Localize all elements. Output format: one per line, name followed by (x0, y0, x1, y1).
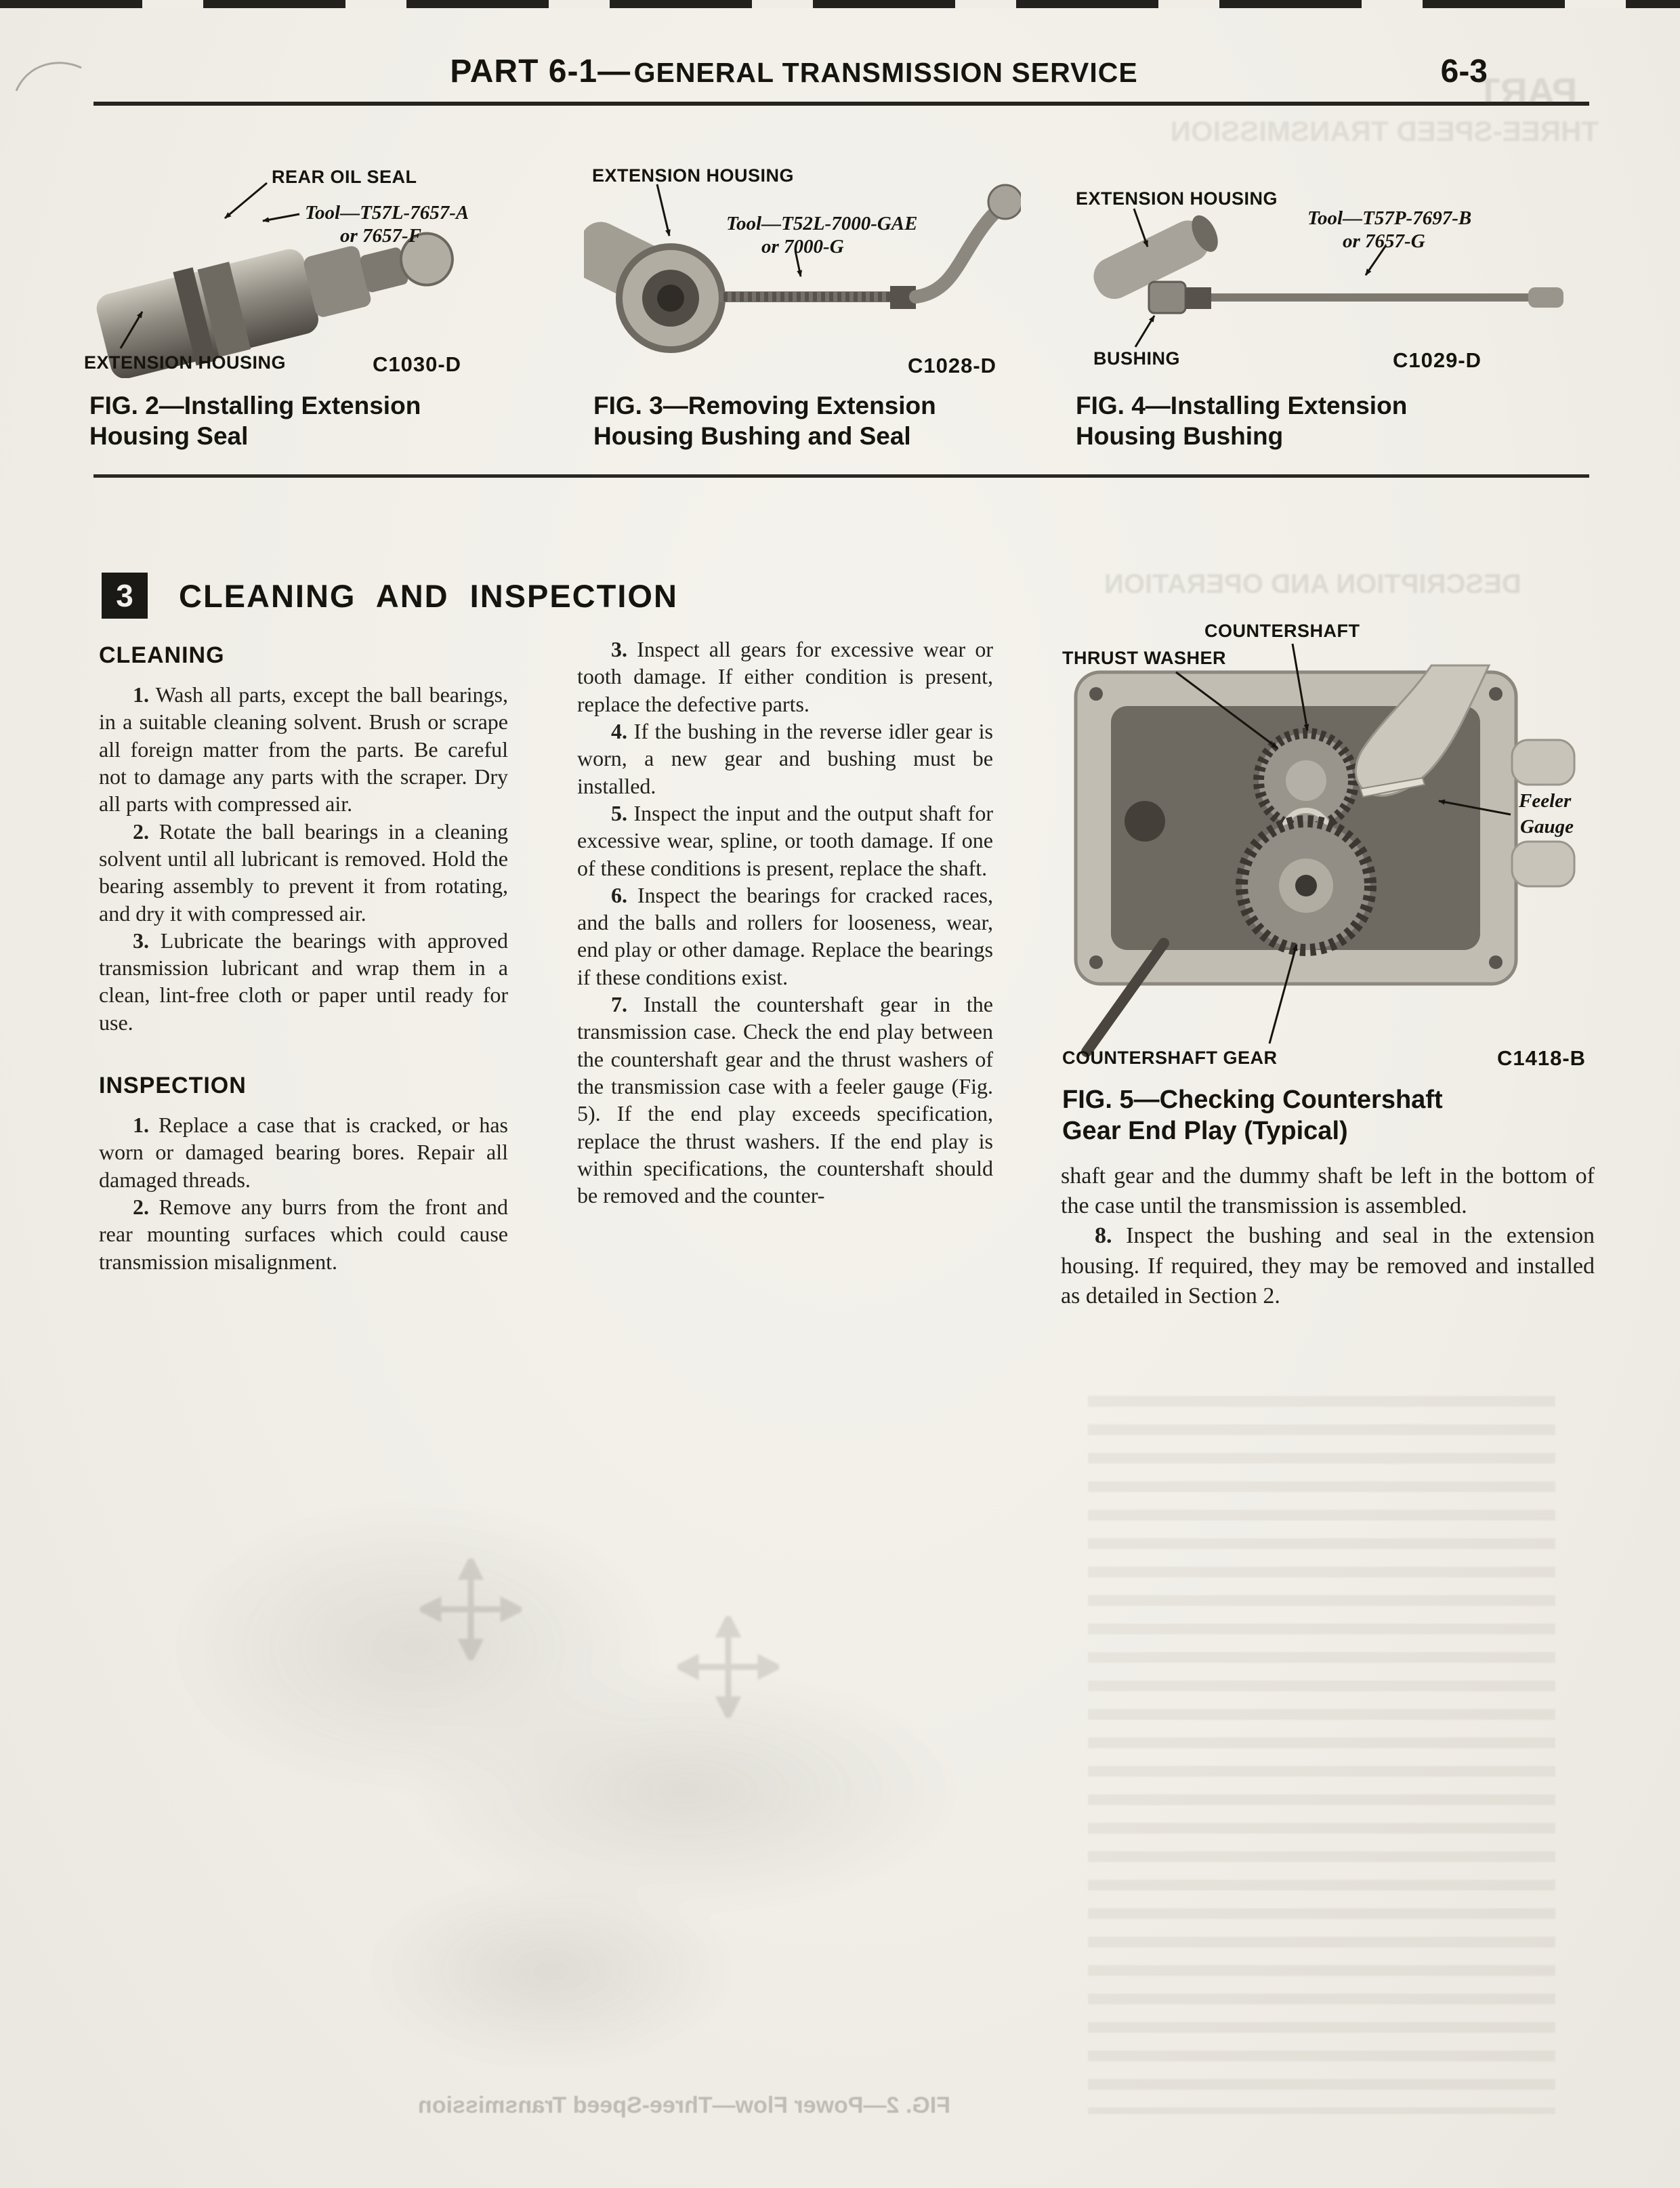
inspection-heading: INSPECTION (99, 1073, 247, 1099)
step-number: 8. (1095, 1223, 1112, 1249)
paragraph (577, 800, 993, 882)
fig4-tool-label-line1: Tool—T57P-7697-B (1307, 207, 1472, 229)
fig5-label-gauge: Gauge (1520, 816, 1574, 838)
fig2-label-rear-oil-seal: REAR OIL SEAL (272, 167, 417, 187)
fig2-photo (80, 154, 524, 378)
fig5-label-thrust-washer: THRUST WASHER (1062, 648, 1226, 668)
fig3-caption-line1: FIG. 3—Removing Extension (593, 392, 936, 419)
fig5-label-countershaft-gear: COUNTERSHAFT GEAR (1062, 1048, 1278, 1068)
fig4-label-bushing: BUSHING (1093, 348, 1181, 369)
fig3-tool-label-line1: Tool—T52L-7000-GAE (726, 213, 918, 234)
fig5-photo (1062, 618, 1590, 1069)
step-text: Inspect the bushing and seal in the extension housing. If required, they may be removed and installed as detailed in Section 2. (1061, 1223, 1595, 1308)
page-number: 6-3 (1440, 54, 1488, 89)
step-text: Remove any burrs from the front and rear mounting surfaces which could cause transmission misalignment. (99, 1195, 509, 1274)
fig4-caption-line2: Housing Bushing (1076, 422, 1284, 451)
bleedthrough-text-lines (1088, 1396, 1555, 2114)
step-text: Inspect all gears for excessive wear or tooth damage. If either condition is present, replace the defective parts. (577, 637, 994, 716)
bleedthrough-cross-arrows (420, 1559, 522, 1660)
fig3-code: C1028-D (908, 354, 997, 377)
fig5-label-countershaft: COUNTERSHAFT (1204, 621, 1360, 641)
fig5-code: C1418-B (1497, 1046, 1587, 1070)
fig2-tool-label-line1: Tool—T57L-7657-A (305, 202, 469, 224)
page-title (46, 53, 1542, 90)
step-text: Wash all parts, except the ball bearings, in a suitable cleaning solvent. Brush or scrape all foreign matter from the parts. Be careful not to damage any parts with the scraper. Dry all parts with compressed air. (99, 682, 509, 817)
step-number: 5. (611, 800, 627, 825)
paragraph (577, 718, 993, 800)
paragraph (99, 927, 508, 1036)
step-number: 4. (611, 718, 627, 743)
fig5-label-feeler: Feeler (1519, 790, 1572, 812)
step-number: 2. (133, 1195, 149, 1219)
fig5-caption (1062, 1084, 1584, 1147)
figure-3 (584, 154, 1021, 453)
fig3-label-extension-housing: EXTENSION HOUSING (592, 165, 795, 186)
paragraph (577, 882, 993, 991)
step-number: 1. (133, 682, 149, 707)
paragraph (577, 636, 993, 718)
figure-2 (80, 154, 524, 453)
section-number-box: 3 (102, 573, 148, 619)
fig5-caption-line2: Gear End Play (Typical) (1062, 1117, 1348, 1146)
text-column-1 (99, 642, 508, 1275)
fig3-tool-label-line2: or 7000-G (761, 236, 844, 257)
part-number-text: PART 6-1— (450, 54, 631, 89)
step-text: Lubricate the bearings with approved transmission lubricant and wrap them in a clean, lint-free cloth or paper until ready for use. (99, 928, 509, 1035)
fig5-caption-line1: FIG. 5—Checking Countershaft (1062, 1086, 1443, 1114)
spacer (99, 1036, 508, 1073)
bleedthrough-text: THREE-SPEED TRANSMISSION (1170, 115, 1599, 147)
fig2-tool-label-line2: or 7657-F (340, 225, 422, 247)
step-text: Install the countershaft gear in the transmission case. Check the end play between the countershaft gear and the thrust washers of the transmission case with a feeler gauge (Fig. 5). If the end play exceeds specification, replace the thrust washers. If the end play is within specifications, the countershaft should be removed and the counter- (577, 992, 993, 1208)
fig3-photo (584, 154, 1021, 378)
fig2-caption-line2: Housing Seal (89, 422, 249, 451)
bleedthrough-cross-arrows (677, 1616, 779, 1718)
step-text: Inspect the input and the output shaft for excessive wear, spline, or tooth damage. If one of these conditions is present, replace the shaft. (577, 800, 993, 880)
step-number: 7. (611, 992, 627, 1017)
paragraph (1061, 1221, 1595, 1311)
header-rule (93, 102, 1589, 106)
bleedthrough-text: DESCRIPTION AND OPERATION (1104, 569, 1521, 599)
fig3-caption (593, 390, 936, 451)
step-number: 1. (133, 1113, 149, 1138)
fig4-code: C1029-D (1393, 348, 1482, 372)
paragraph (99, 1193, 508, 1275)
text-column-3 (1061, 1161, 1595, 1311)
step-text: Inspect the bearings for cracked races, and the balls and rollers for looseness, wear, end play or other damage. Replace the bearings if these conditions exist. (577, 882, 994, 989)
step-text: If the bushing in the reverse idler gear is worn, a new gear and bushing must be installed. (577, 718, 994, 798)
fig4-tool-label-line2: or 7657-G (1343, 230, 1425, 252)
bleedthrough-text: PART (1477, 70, 1578, 112)
section-heading (102, 573, 678, 619)
bleedthrough-diagram (149, 1396, 1043, 2114)
part-title-text: GENERAL TRANSMISSION SERVICE (633, 57, 1138, 88)
paragraph (99, 681, 508, 818)
paragraph (99, 818, 508, 927)
text-column-2 (577, 636, 993, 1210)
step-number: 2. (133, 819, 149, 844)
fig3-caption-line2: Housing Bushing and Seal (593, 422, 911, 451)
paragraph (99, 1111, 508, 1193)
fig2-code: C1030-D (373, 352, 462, 376)
paragraph (577, 991, 993, 1210)
fig2-caption-line1: FIG. 2—Installing Extension (89, 392, 421, 419)
section-title: CLEANING AND INSPECTION (179, 577, 678, 614)
bleedthrough-text: FIG. 2—Power Flow—Three-Speed Transmission (418, 2092, 950, 2118)
fig4-caption-line1: FIG. 4—Installing Extension (1076, 392, 1408, 419)
step-text: Replace a case that is cracked, or has worn or damaged bearing bores. Repair all damaged threads. (99, 1113, 509, 1192)
cleaning-heading: CLEANING (99, 642, 225, 668)
section-divider-rule (93, 474, 1589, 478)
step-number: 3. (133, 928, 149, 953)
step-text: Rotate the ball bearings in a cleaning solvent until all lubricant is removed. Hold the bearing assembly to prevent it from rotating, and dry it with compressed air. (99, 819, 509, 926)
fig2-caption (89, 390, 421, 451)
step-number: 6. (611, 882, 627, 907)
fig4-label-extension-housing: EXTENSION HOUSING (1076, 188, 1278, 209)
step-text: shaft gear and the dummy shaft be left in the bottom of the case until the transmission is assembled. (1061, 1163, 1595, 1219)
fig2-label-extension-housing: EXTENSION HOUSING (84, 352, 287, 373)
step-number: 3. (611, 637, 627, 661)
paragraph-continuation (1061, 1161, 1595, 1221)
fig4-caption (1076, 390, 1407, 451)
figure-5 (1057, 618, 1599, 1167)
figure-4 (1069, 154, 1599, 453)
page-header (93, 53, 1589, 114)
scanner-edge-artifact (0, 0, 1680, 8)
